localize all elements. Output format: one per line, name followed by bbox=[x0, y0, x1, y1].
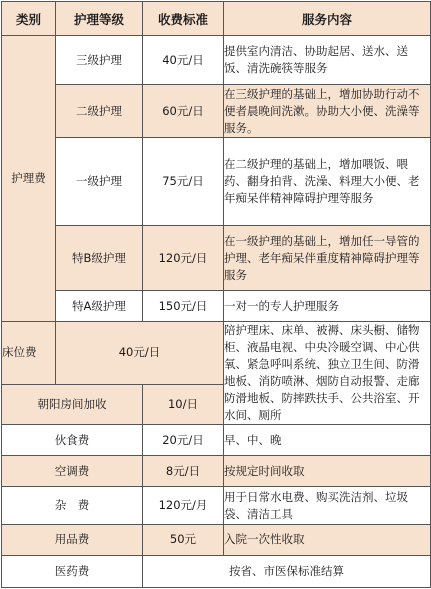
header-level: 护理等级 bbox=[56, 2, 143, 36]
fee-table bbox=[1, 1, 431, 588]
content-cell: 在一级护理的基础上，增加任一导管的护理、老年痴呆伴重度精神障碍护理等服务 bbox=[224, 226, 431, 291]
header-category: 类别 bbox=[2, 2, 56, 36]
extra-content: 按规定时间收取 bbox=[224, 456, 431, 487]
extra-content: 早、中、晚 bbox=[224, 425, 431, 456]
fee-cell: 150元/日 bbox=[143, 291, 224, 321]
extra-fee: 20元/日 bbox=[143, 425, 224, 456]
fee-cell: 40元/日 bbox=[143, 36, 224, 85]
fee-cell: 120元/日 bbox=[143, 226, 224, 291]
extra-content: 用于日常水电费、购买洗洁剂、垃圾袋、清洁工具 bbox=[224, 487, 431, 524]
table-row bbox=[2, 487, 431, 524]
table-row bbox=[2, 321, 431, 385]
extra-fee: 10/日 bbox=[143, 385, 224, 425]
extra-content: 入院一次性收取 bbox=[224, 524, 431, 555]
extra-label: 空调费 bbox=[2, 456, 143, 487]
extra-fee: 8元/日 bbox=[143, 456, 224, 487]
table-row bbox=[2, 137, 431, 225]
table-row bbox=[2, 555, 431, 587]
table-row bbox=[2, 85, 431, 137]
table-row bbox=[2, 291, 431, 321]
header-row bbox=[2, 2, 431, 36]
header-fee: 收费标准 bbox=[143, 2, 224, 36]
table-row bbox=[2, 425, 431, 456]
table-row bbox=[2, 226, 431, 291]
header-content: 服务内容 bbox=[224, 2, 431, 36]
table-row bbox=[2, 524, 431, 555]
table-row bbox=[2, 456, 431, 487]
medical-label: 医药费 bbox=[2, 555, 143, 587]
level-cell: 二级护理 bbox=[56, 85, 143, 137]
extra-label: 朝阳房间加收 bbox=[2, 385, 143, 425]
extra-fee: 50元 bbox=[143, 524, 224, 555]
extra-label: 用品费 bbox=[2, 524, 143, 555]
level-cell: 三级护理 bbox=[56, 36, 143, 85]
content-cell: 一对一的专人护理服务 bbox=[224, 291, 431, 321]
category-nursing: 护理费 bbox=[2, 36, 56, 321]
bed-label: 床位费 bbox=[2, 321, 56, 385]
table-row bbox=[2, 36, 431, 85]
extra-label: 伙食费 bbox=[2, 425, 143, 456]
content-cell: 在二级护理的基础上，增加喂饭、喂药、翻身拍背、洗澡、料理大小便、老年痴呆伴精神障碍护理等服务 bbox=[224, 137, 431, 225]
bed-fee: 40元/日 bbox=[56, 321, 224, 385]
content-cell: 提供室内清洁、协助起居、送水、送饭、清洗碗筷等服务 bbox=[224, 36, 431, 85]
extra-fee: 120元/月 bbox=[143, 487, 224, 524]
bed-content: 陪护理床、床单、被褥、床头橱、储物柜、液晶电视、中央冷暖空调、中心供氧、紧急呼叫系统、独立卫生间、防滑地板、消防喷淋、烟防自动报警、走廊防滑地板、防摔跌扶手、公共浴室、开水间、厕所 bbox=[224, 321, 431, 425]
level-cell: 特A级护理 bbox=[56, 291, 143, 321]
level-cell: 特B级护理 bbox=[56, 226, 143, 291]
extra-label: 杂 费 bbox=[2, 487, 143, 524]
content-cell: 在三级护理的基础上，增加协助行动不便者晨晚间洗漱。协助大小便、洗澡等服务。 bbox=[224, 85, 431, 137]
fee-cell: 60元/日 bbox=[143, 85, 224, 137]
fee-cell: 75元/日 bbox=[143, 137, 224, 225]
level-cell: 一级护理 bbox=[56, 137, 143, 225]
medical-content: 按省、市医保标准结算 bbox=[143, 555, 431, 587]
